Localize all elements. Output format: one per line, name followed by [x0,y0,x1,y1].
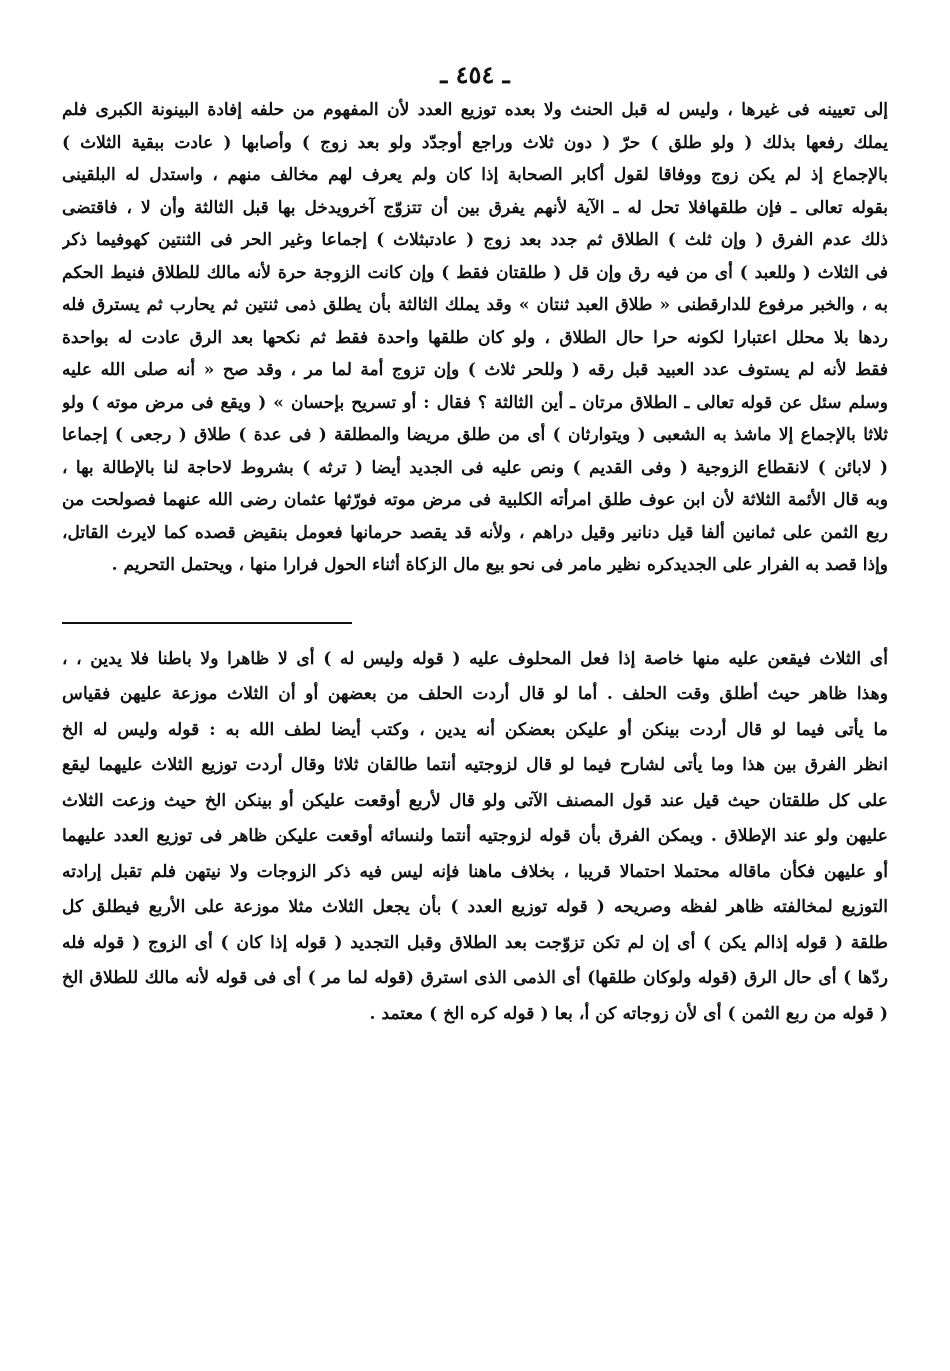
footnote-line: على كل طلقتان حيث قيل عند قول المصنف الآتى ولو قال لأربع أوقعت عليكن أو بينكن الخ حيث وزعت الثلاث [62,790,888,811]
main-line: ذلك عدم الفرق ( وإن ثلث ) الطلاق ثم جدد بعد زوج ( عادتبثلاث ) إجماعا وغير الحر فى الثنتين كهوفيما ذكر [62,230,888,250]
main-line: فى الثلاث ( وللعبد ) أى من فيه رق وإن قل ( طلقتان فقط ) وإن كانت الزوجة حرة لأنه مالك للطلاق فنيط الحكم [62,262,888,283]
footnote-line: أو عليهن فكأن ماقاله محتملا احتمالا قريبا ، بخلاف ماهنا فإنه ليس فيه ذكر الزوجات ولا نيتهن فلم تقبل إرادته [62,861,888,882]
footnote-line: ما يأتى فيما لو قال أردت بينكن أو عليكن بعضكن أنه يدين ، وكتب أيضا لطف الله به : قوله وليس له الخ [62,719,888,740]
main-line: وسلم سئل عن قوله تعالى ـ الطلاق مرتان ـ أين الثالثة ؟ فقال : أو تسريح بإحسان » ( ويقع فى مرض موته ) ولو [62,392,888,413]
main-line: وبه قال الأئمة الثلاثة لأن ابن عوف طلق امرأته الكلبية فى مرض موته فورّثها عثمان رضى الله عنهما فصولحت من [62,490,888,510]
main-line: ثلاثا بالإجماع إلا ماشذ به الشعبى ( ويتوارثان ) أى من طلق مريضا والمطلقة ( فى عدة ) طلاق ( رجعى ) إجماعا [62,425,888,445]
main-line: وإذا قصد به الفرار على الجديدكره نظير مامر فى نحو بيع مال الزكاة أثناء الحول فرارا منها ، ويحتمل التحريم . [111,555,888,575]
main-line: بالإجماع إذ لم يكن زوج ووفاقا لقول أكابر الصحابة إذا كان ولم يعرف لهم مخالف منهم ، واستدل له البلقينى [62,165,888,185]
main-line: ( لابائن ) لانقطاع الزوجية ( وفى القديم ) ونص عليه فى الجديد أيضا ( ترثه ) بشروط لاحاجة لنا بالإطالة بها ، [62,457,888,478]
main-line: ردها بلا محلل اعتبارا لكونه حرا حال الطلاق ، ولو كان طلقها واحدة فقط ثم نكحها بعد الرق عادت له بواحدة [62,327,888,348]
page-number: ـ ٤٥٤ ـ [440,60,510,89]
main-line: إلى تعيينه فى غيرها ، وليس له قبل الحنث ولا بعده توزيع العدد لأن المفهوم من حلفه إفادة البينونة الكبرى فلم [62,100,888,120]
footnote-line: أى الثلاث فيقعن عليه منها خاصة إذا فعل المحلوف عليه ( قوله وليس له ) أى لا ظاهرا ولا باطنا فلا يدين ، ، [62,648,888,669]
footnote-line: عليهن ولو عند الإطلاق . ويمكن الفرق بأن قوله لزوجتيه أنتما ولنسائه أوقعت عليكن ظاهر فى توزيع العدد عليهما [62,826,888,846]
main-line: يملك رفعها بذلك ( ولو طلق ) حرّ ( دون ثلاث وراجع أوجدّد ولو بعد زوج ) وأصابها ( عادت ببقية الثلاث ) [62,132,888,153]
footnote-line: انظر الفرق بين هذا وما يأتى لشارح فيما لو قال لزوجتيه أنتما طالقان ثلاثا وقال أردت توزيع الثلاث عليهما ليقع [62,755,888,775]
main-line: فقط لأنه لم يستوف عدد العبيد قبل رقه ( وللحر ثلاث ) وإن تزوج أمة لما مر ، وقد صح « أنه صلى الله عليه [62,360,888,380]
main-line: به ، والخبر مرفوع للدارقطنى « طلاق العبد ثنتان » وقد يملك الثالثة بأن يطلق ذمى ثنتين ثم يحارب ثم يسترق فله [62,295,888,315]
footnote-separator [62,622,352,624]
footnote-line: ردّها ) أى حال الرق (قوله ولوكان طلقها) أى الذمى الذى استرق (قوله لما مر ) أى فى قوله لأنه مالك للطلاق الخ [62,968,888,988]
footnote-line: طلقة ( قوله إذالم يكن ) أى إن لم تكن تزوّجت بعد الطلاق وقبل التجديد ( قوله إذا كان ) أى الزوج ( قوله فله [62,932,888,953]
footnotes [62,642,888,1033]
footnote-line: التوزيع لمخالفته ظاهر لفظه وصريحه ( قوله توزيع العدد ) بأن يجعل الثلاث مثلا موزعة على الأربع فيطلق كل [62,897,888,917]
main-line: ربع الثمن على ثمانين ألفا قيل دنانير وقيل دراهم ، ولأنه قد يقصد حرمانها فعومل بنقيض قصده كما لايرث القاتل، [62,522,888,543]
main-text [62,94,888,582]
footnote-line: وهذا ظاهر حيث أطلق وقت الحلف . أما لو قال أردت الحلف من بعضهن أو أن الثلاث موزعة عليهن فقياس [62,684,888,704]
main-line: بقوله تعالى ـ فإن طلقهافلا تحل له ـ الآية لأنهم يفرق بين أن تتزوّج آخرويدخل بها قبل الثالثة وأن لا ، فاقتضى [62,197,888,218]
footnote-line: ( قوله من ربع الثمن ) أى لأن زوجاته كن أ، بعا ( قوله كره الخ ) معتمد . [369,1003,888,1024]
